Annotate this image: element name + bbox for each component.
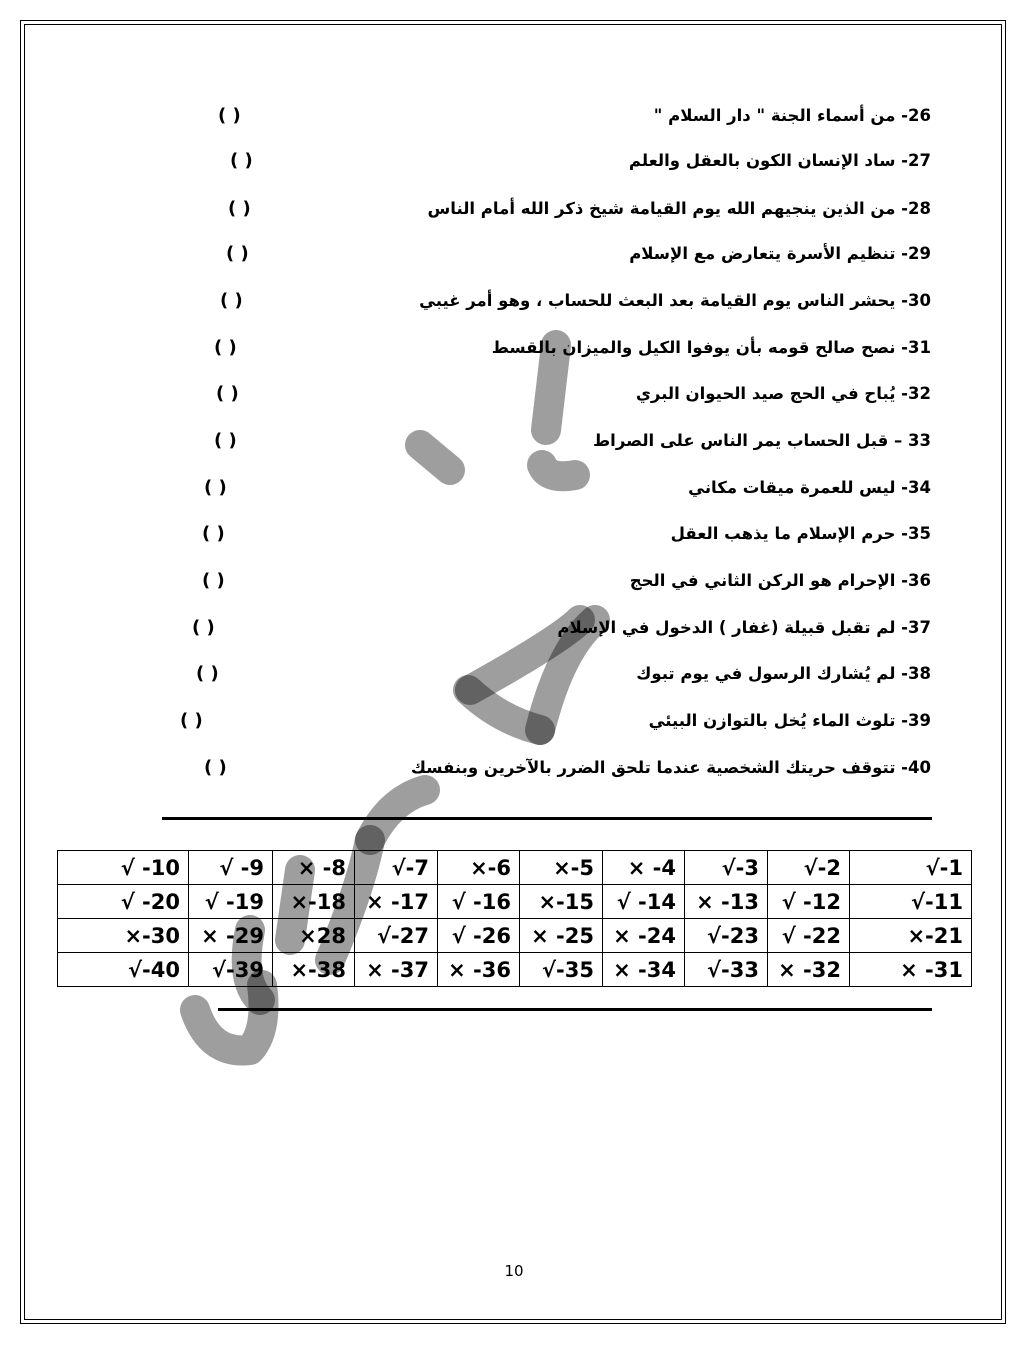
answer-cell: √-7 bbox=[355, 851, 438, 885]
answer-cell: √-33 bbox=[685, 953, 768, 987]
divider-bottom bbox=[218, 1008, 932, 1011]
answer-cell: √-11 bbox=[850, 885, 972, 919]
answer-blank-39: ( ) bbox=[180, 710, 203, 731]
answer-cell: √ -20 bbox=[58, 885, 189, 919]
answer-blank-34: ( ) bbox=[204, 477, 227, 498]
answer-cell: √-2 bbox=[768, 851, 850, 885]
answer-cell: ×28 bbox=[273, 919, 355, 953]
page-number: 10 bbox=[504, 1262, 524, 1280]
answer-cell: ×-15 bbox=[520, 885, 603, 919]
answer-row-1 bbox=[58, 851, 972, 885]
answer-blank-35: ( ) bbox=[202, 523, 225, 544]
answer-cell: × -36 bbox=[438, 953, 520, 987]
answer-cell: × -13 bbox=[685, 885, 768, 919]
answer-blank-28: ( ) bbox=[228, 198, 251, 219]
question-28: 28- من الذين ينجيهم الله يوم القيامة شيخ ذكر الله أمام الناس bbox=[427, 199, 931, 218]
answer-row-3 bbox=[58, 919, 972, 953]
answer-cell: × -29 bbox=[189, 919, 273, 953]
question-33: 33 – قبل الحساب يمر الناس على الصراط bbox=[593, 431, 931, 450]
question-34: 34- ليس للعمرة ميقات مكاني bbox=[688, 478, 931, 497]
answer-cell: × -8 bbox=[273, 851, 355, 885]
question-38: 38- لم يُشارك الرسول في يوم تبوك bbox=[636, 664, 931, 683]
answer-blank-36: ( ) bbox=[202, 570, 225, 591]
answer-cell: √ -16 bbox=[438, 885, 520, 919]
answer-cell: ×-18 bbox=[273, 885, 355, 919]
question-31: 31- نصح صالح قومه بأن يوفوا الكيل والميزان بالقسط bbox=[491, 338, 931, 357]
answer-blank-27: ( ) bbox=[230, 150, 253, 171]
answer-cell: √ -22 bbox=[768, 919, 850, 953]
answer-cell: × -32 bbox=[768, 953, 850, 987]
answer-cell: ×-6 bbox=[438, 851, 520, 885]
answer-cell: × -34 bbox=[603, 953, 685, 987]
answer-cell: ×-38 bbox=[273, 953, 355, 987]
answer-cell: × -37 bbox=[355, 953, 438, 987]
answer-cell: √ -14 bbox=[603, 885, 685, 919]
answer-cell: × -31 bbox=[850, 953, 972, 987]
question-30: 30- يحشر الناس يوم القيامة بعد البعث للحساب ، وهو أمر غيبي bbox=[419, 291, 931, 310]
answer-cell: × -4 bbox=[603, 851, 685, 885]
answer-cell: ×-5 bbox=[520, 851, 603, 885]
divider-top bbox=[162, 817, 932, 820]
answer-cell: √-40 bbox=[58, 953, 189, 987]
question-35: 35- حرم الإسلام ما يذهب العقل bbox=[670, 524, 931, 543]
answer-cell: √-39 bbox=[189, 953, 273, 987]
answer-cell: ×-21 bbox=[850, 919, 972, 953]
answer-cell: √ -12 bbox=[768, 885, 850, 919]
answer-cell: √-3 bbox=[685, 851, 768, 885]
question-36: 36- الإحرام هو الركن الثاني في الحج bbox=[629, 571, 931, 590]
answer-cell: √-35 bbox=[520, 953, 603, 987]
question-32: 32- يُباح في الحج صيد الحيوان البري bbox=[635, 384, 931, 403]
answer-cell: √ -19 bbox=[189, 885, 273, 919]
answer-blank-33: ( ) bbox=[214, 430, 237, 451]
answer-key-table bbox=[57, 850, 972, 987]
answer-cell: ×-30 bbox=[58, 919, 189, 953]
answer-cell: × -25 bbox=[520, 919, 603, 953]
answer-blank-26: ( ) bbox=[218, 105, 241, 126]
question-29: 29- تنظيم الأسرة يتعارض مع الإسلام bbox=[629, 244, 931, 263]
answer-blank-31: ( ) bbox=[214, 337, 237, 358]
answer-cell: × -24 bbox=[603, 919, 685, 953]
answer-blank-32: ( ) bbox=[216, 383, 239, 404]
answer-blank-30: ( ) bbox=[220, 290, 243, 311]
answer-blank-37: ( ) bbox=[192, 617, 215, 638]
answer-blank-29: ( ) bbox=[226, 243, 249, 264]
answer-blank-40: ( ) bbox=[204, 757, 227, 778]
question-40: 40- تتوقف حريتك الشخصية عندما تلحق الضرر بالآخرين وبنفسك bbox=[410, 758, 931, 777]
answer-blank-38: ( ) bbox=[196, 663, 219, 684]
answer-cell: × -17 bbox=[355, 885, 438, 919]
answer-row-2 bbox=[58, 885, 972, 919]
answer-cell: √-23 bbox=[685, 919, 768, 953]
answer-cell: √-27 bbox=[355, 919, 438, 953]
answer-cell: √ -26 bbox=[438, 919, 520, 953]
question-37: 37- لم تقبل قبيلة (غفار ) الدخول في الإسلام bbox=[557, 618, 931, 637]
answer-cell: √ -9 bbox=[189, 851, 273, 885]
question-27: 27- ساد الإنسان الكون بالعقل والعلم bbox=[628, 151, 931, 170]
answer-row-4 bbox=[58, 953, 972, 987]
answer-cell: √-1 bbox=[850, 851, 972, 885]
question-39: 39- تلوث الماء يُخل بالتوازن البيئي bbox=[648, 711, 931, 730]
question-26: 26- من أسماء الجنة " دار السلام " bbox=[653, 106, 931, 125]
answer-cell: √ -10 bbox=[58, 851, 189, 885]
